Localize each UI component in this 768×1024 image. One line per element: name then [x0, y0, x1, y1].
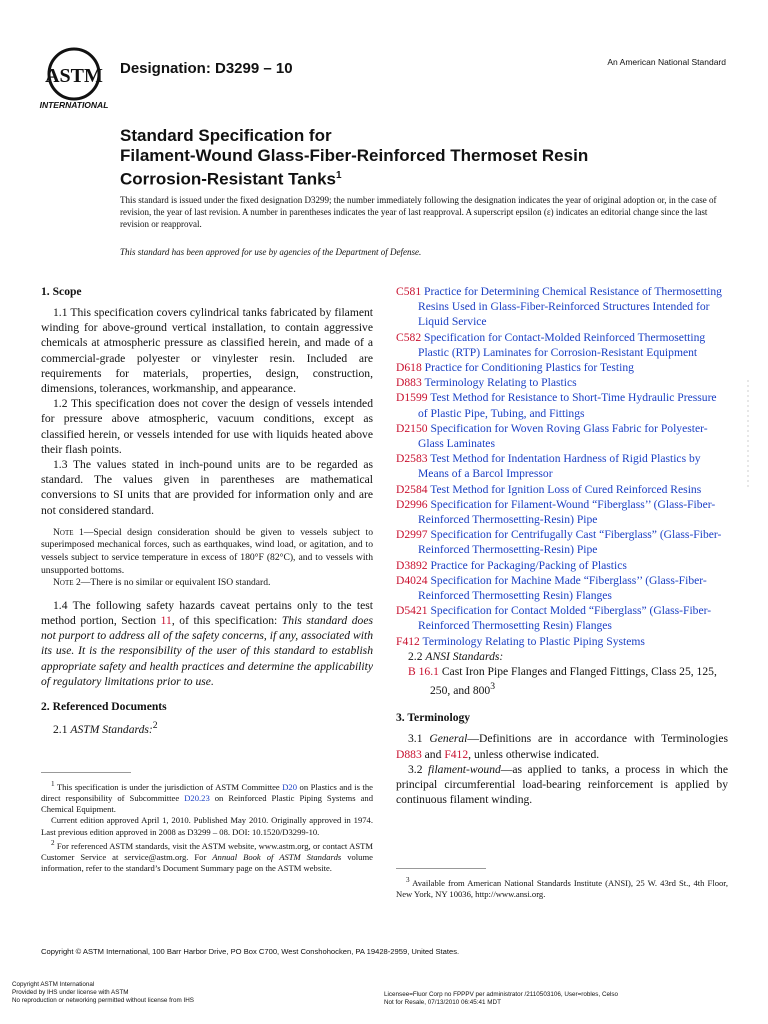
standard-code[interactable]: D5421: [396, 604, 428, 618]
standard-item: [396, 482, 728, 497]
right-column: [396, 284, 728, 807]
standard-code[interactable]: D2997: [396, 528, 428, 542]
dod-notice: This standard has been approved for use by agencies of the Department of Defense.: [120, 247, 422, 257]
footnote-2: $^2$ For referenced ASTM standards, visit the ASTM website, www.astm.org, or contact ASTM Customer Service at service@astm.org. For Annual Book of ASTM Standards volume information, refer to the standard’s Document Summary page on the ASTM website.: [41, 838, 373, 874]
scope-para-1-1: 1.1 This specification covers cylindrical tanks fabricated by filament winding for above-ground vertical installation, to contain aggressive chemicals at atmospheric pressure as classified herein, and made of a commercial-grade polyester or vinylester resin. Included are requirements for materials, properties, design, construction, dimensions, tolerances, workmanship, and appearance.: [41, 306, 373, 396]
standard-item: [396, 634, 728, 649]
section-terminology-heading: 3. Terminology: [396, 711, 471, 725]
standard-title[interactable]: Specification for Filament-Wound “Fiberglass’’ (Glass-Fiber-Reinforced Thermosetting-Resin) Pipe: [418, 497, 716, 527]
note-1: Note 1—Special design consideration should be given to vessels subject to superimposed mechanical forces, such as earthquakes, wind load, or agitation, and to vessels subject to service temperature in excess of 180°F (82°C), and to vessels with unsupported bottoms.: [41, 526, 373, 576]
astm-standards-subheading: 2.1 ASTM Standards:$^2$: [53, 720, 158, 736]
terminology-para-3-2: 3.2 filament-wound—as applied to tanks, a process in which the principal circumferential load-bearing reinforcement is applied by continuous filament winding.: [396, 762, 728, 807]
ansi-standards-subheading: 2.2 ANSI Standards:: [408, 649, 504, 663]
standard-item: [396, 573, 728, 603]
logo-text: ASTM: [45, 65, 103, 87]
copyright-line: Copyright © ASTM International, 100 Barr Harbor Drive, PO Box C700, West Conshohocken, PA 19428-2959, United States.: [41, 947, 460, 956]
scope-para-1-3: 1.3 The values stated in inch-pound units are to be regarded as standard. The values given in parentheses are mathematical conversions to SI units that are provided for information only and are not considered standard.: [41, 458, 373, 517]
standard-item: [396, 497, 728, 527]
standard-title[interactable]: Practice for Conditioning Plastics for Testing: [424, 361, 634, 375]
d20-23-link[interactable]: D20.23: [184, 793, 210, 804]
ansi-standard-item: B 16.1 Cast Iron Pipe Flanges and Flanged Fittings, Class 25, 125, 250, and $800^3$: [408, 665, 717, 698]
standard-title[interactable]: Practice for Packaging/Packing of Plastics: [430, 558, 627, 572]
standard-code[interactable]: C582: [396, 330, 422, 344]
standard-item: [396, 527, 728, 557]
margin-watermark: [745, 380, 751, 490]
standard-title[interactable]: Test Method for Resistance to Short-Time Hydraulic Pressure of Plastic Pipe, Tubing, and Fittings: [418, 391, 717, 420]
standard-code[interactable]: D3892: [396, 558, 428, 572]
standard-code[interactable]: D2584: [396, 482, 428, 496]
footer-license-right: Licensee=Fluor Corp no FPPPV per administrator /2110503106, User=robles, Celso Not for Resale, 07/13/2010 06:45:41 MDT: [384, 991, 619, 1006]
title-line-2: Filament-Wound Glass-Fiber-Reinforced Thermoset Resin: [120, 146, 589, 165]
title-footnote-mark: 1: [336, 170, 342, 181]
standard-title[interactable]: Terminology Relating to Plastic Piping Systems: [422, 634, 645, 648]
ansi-standard-code[interactable]: B 16.1: [408, 665, 439, 679]
terminology-para-3-1: 3.1 General—Definitions are in accordance with Terminologies D883 and F412, unless otherwise indicated.: [396, 732, 728, 761]
standard-code[interactable]: D2583: [396, 452, 428, 466]
standard-item: [396, 603, 728, 633]
standard-code[interactable]: D2996: [396, 497, 428, 511]
standard-title[interactable]: Specification for Centrifugally Cast “Fiberglass” (Glass-Fiber-Reinforced Thermosetting-Resin) Pipe: [418, 528, 722, 557]
standard-item: [396, 360, 728, 375]
standard-item: [396, 421, 728, 451]
standard-code[interactable]: F412: [396, 634, 420, 648]
standard-code[interactable]: D4024: [396, 573, 428, 587]
document-title: [120, 126, 720, 190]
standard-item: [396, 558, 728, 573]
standard-code[interactable]: D2150: [396, 421, 428, 435]
standard-title[interactable]: Specification for Contact-Molded Reinforced Thermosetting Plastic (RTP) Laminates for Corrosion-Resistant Equipment: [418, 330, 706, 359]
standard-title[interactable]: Test Method for Indentation Hardness of Rigid Plastics by Means of a Barcol Impressor: [418, 452, 701, 481]
standard-item: [396, 284, 728, 330]
standard-code[interactable]: D883: [396, 376, 422, 390]
footnote-rule: [396, 868, 486, 869]
standard-code[interactable]: D1599: [396, 391, 428, 405]
designation: Designation: D3299 – 10: [120, 60, 293, 77]
section-scope-heading: 1. Scope: [41, 285, 82, 298]
standard-title[interactable]: Specification for Contact Molded “Fiberglass” (Glass-Fiber-Reinforced Thermosetting Resin) Flanges: [418, 604, 712, 633]
title-line-3: Corrosion-Resistant Tanks$^1$: [120, 169, 342, 189]
standard-title[interactable]: Specification for Machine Made “Fiberglass’’ (Glass-Fiber-Reinforced Thermosetting Resin) Flanges: [418, 573, 707, 603]
standard-title[interactable]: Test Method for Ignition Loss of Cured Reinforced Resins: [430, 482, 702, 496]
logo-subtext: INTERNATIONAL: [39, 100, 109, 110]
astm-standards-list: [396, 284, 728, 649]
footer-license-left: Copyright ASTM International Provided by IHS under license with ASTM No reproduction or networking permitted without license from IHS: [12, 981, 194, 1004]
footnote-rule: [41, 772, 131, 773]
standard-title[interactable]: Specification for Woven Roving Glass Fabric for Polyester-Glass Laminates: [418, 421, 708, 451]
footnote-3: $^3$ Available from American National Standards Institute (ANSI), 25 W. 43rd St., 4th Floor, New York, NY 10036, http://www.ansi.org.: [396, 876, 728, 900]
standard-title[interactable]: Practice for Determining Chemical Resistance of Thermosetting Resins Used in Glass-Fiber-Reinforced Structures Intended for Liquid Service: [418, 285, 722, 329]
note-2: Note 2—There is no similar or equivalent ISO standard.: [53, 577, 271, 589]
d20-link[interactable]: D20: [282, 781, 298, 792]
footnote-1: $^1$ This specification is under the jurisdiction of ASTM Committee D20 on Plastics and is the direct responsibility of Subcommittee D20.23 on Reinforced Plastic Piping Systems and Chemical Equipment.: [41, 780, 373, 815]
section-11-link[interactable]: 11: [160, 614, 172, 628]
left-column: [41, 284, 373, 737]
standard-item: [396, 330, 728, 360]
f412-link[interactable]: F412: [444, 747, 469, 761]
standard-item: [396, 390, 728, 420]
standard-title[interactable]: Terminology Relating to Plastics: [424, 376, 577, 390]
footnote-1-edition: Current edition approved April 1, 2010. Published May 2010. Originally approved in 1974. Last previous edition approved in 2008 as D3299 – 08. DOI: 10.1520/D3299-10.: [41, 815, 373, 837]
section-referenced-heading: 2. Referenced Documents: [41, 700, 167, 714]
standard-item: [396, 451, 728, 481]
issuance-notice: This standard is issued under the fixed designation D3299; the number immediately following the designation indicates the year of original adoption or, in the case of revision, the year of last revision. A number in parentheses indicates the year of last reapproval. A superscript epsilon (ε) indicates an editorial change since the last revision or reapproval.: [120, 195, 717, 230]
right-footnotes: [396, 868, 728, 900]
title-line-1: Standard Specification for: [120, 126, 332, 145]
d883-link[interactable]: D883: [396, 747, 422, 761]
standard-item: [396, 375, 728, 390]
left-footnotes: [41, 772, 373, 874]
scope-para-1-2: 1.2 This specification does not cover the design of vessels intended for pressure above atmospheric, vacuum conditions, except as classified herein, or vessels intended for use with liquids heated above their flash points.: [41, 397, 373, 456]
scope-para-1-4: 1.4 The following safety hazards caveat pertains only to the test method portion, Section 11, of this specification: This standard does not purport to address all of the safety concerns, if any, associated with its use. It is the responsibility of the user of this standard to establish appropriate safety and health practices and determine the applicability of regulatory limitations prior to use.: [41, 598, 374, 688]
standard-code[interactable]: C581: [396, 285, 422, 298]
standard-code[interactable]: D618: [396, 361, 422, 375]
astm-logo: [38, 46, 112, 112]
american-national-standard: An American National Standard: [607, 57, 726, 67]
